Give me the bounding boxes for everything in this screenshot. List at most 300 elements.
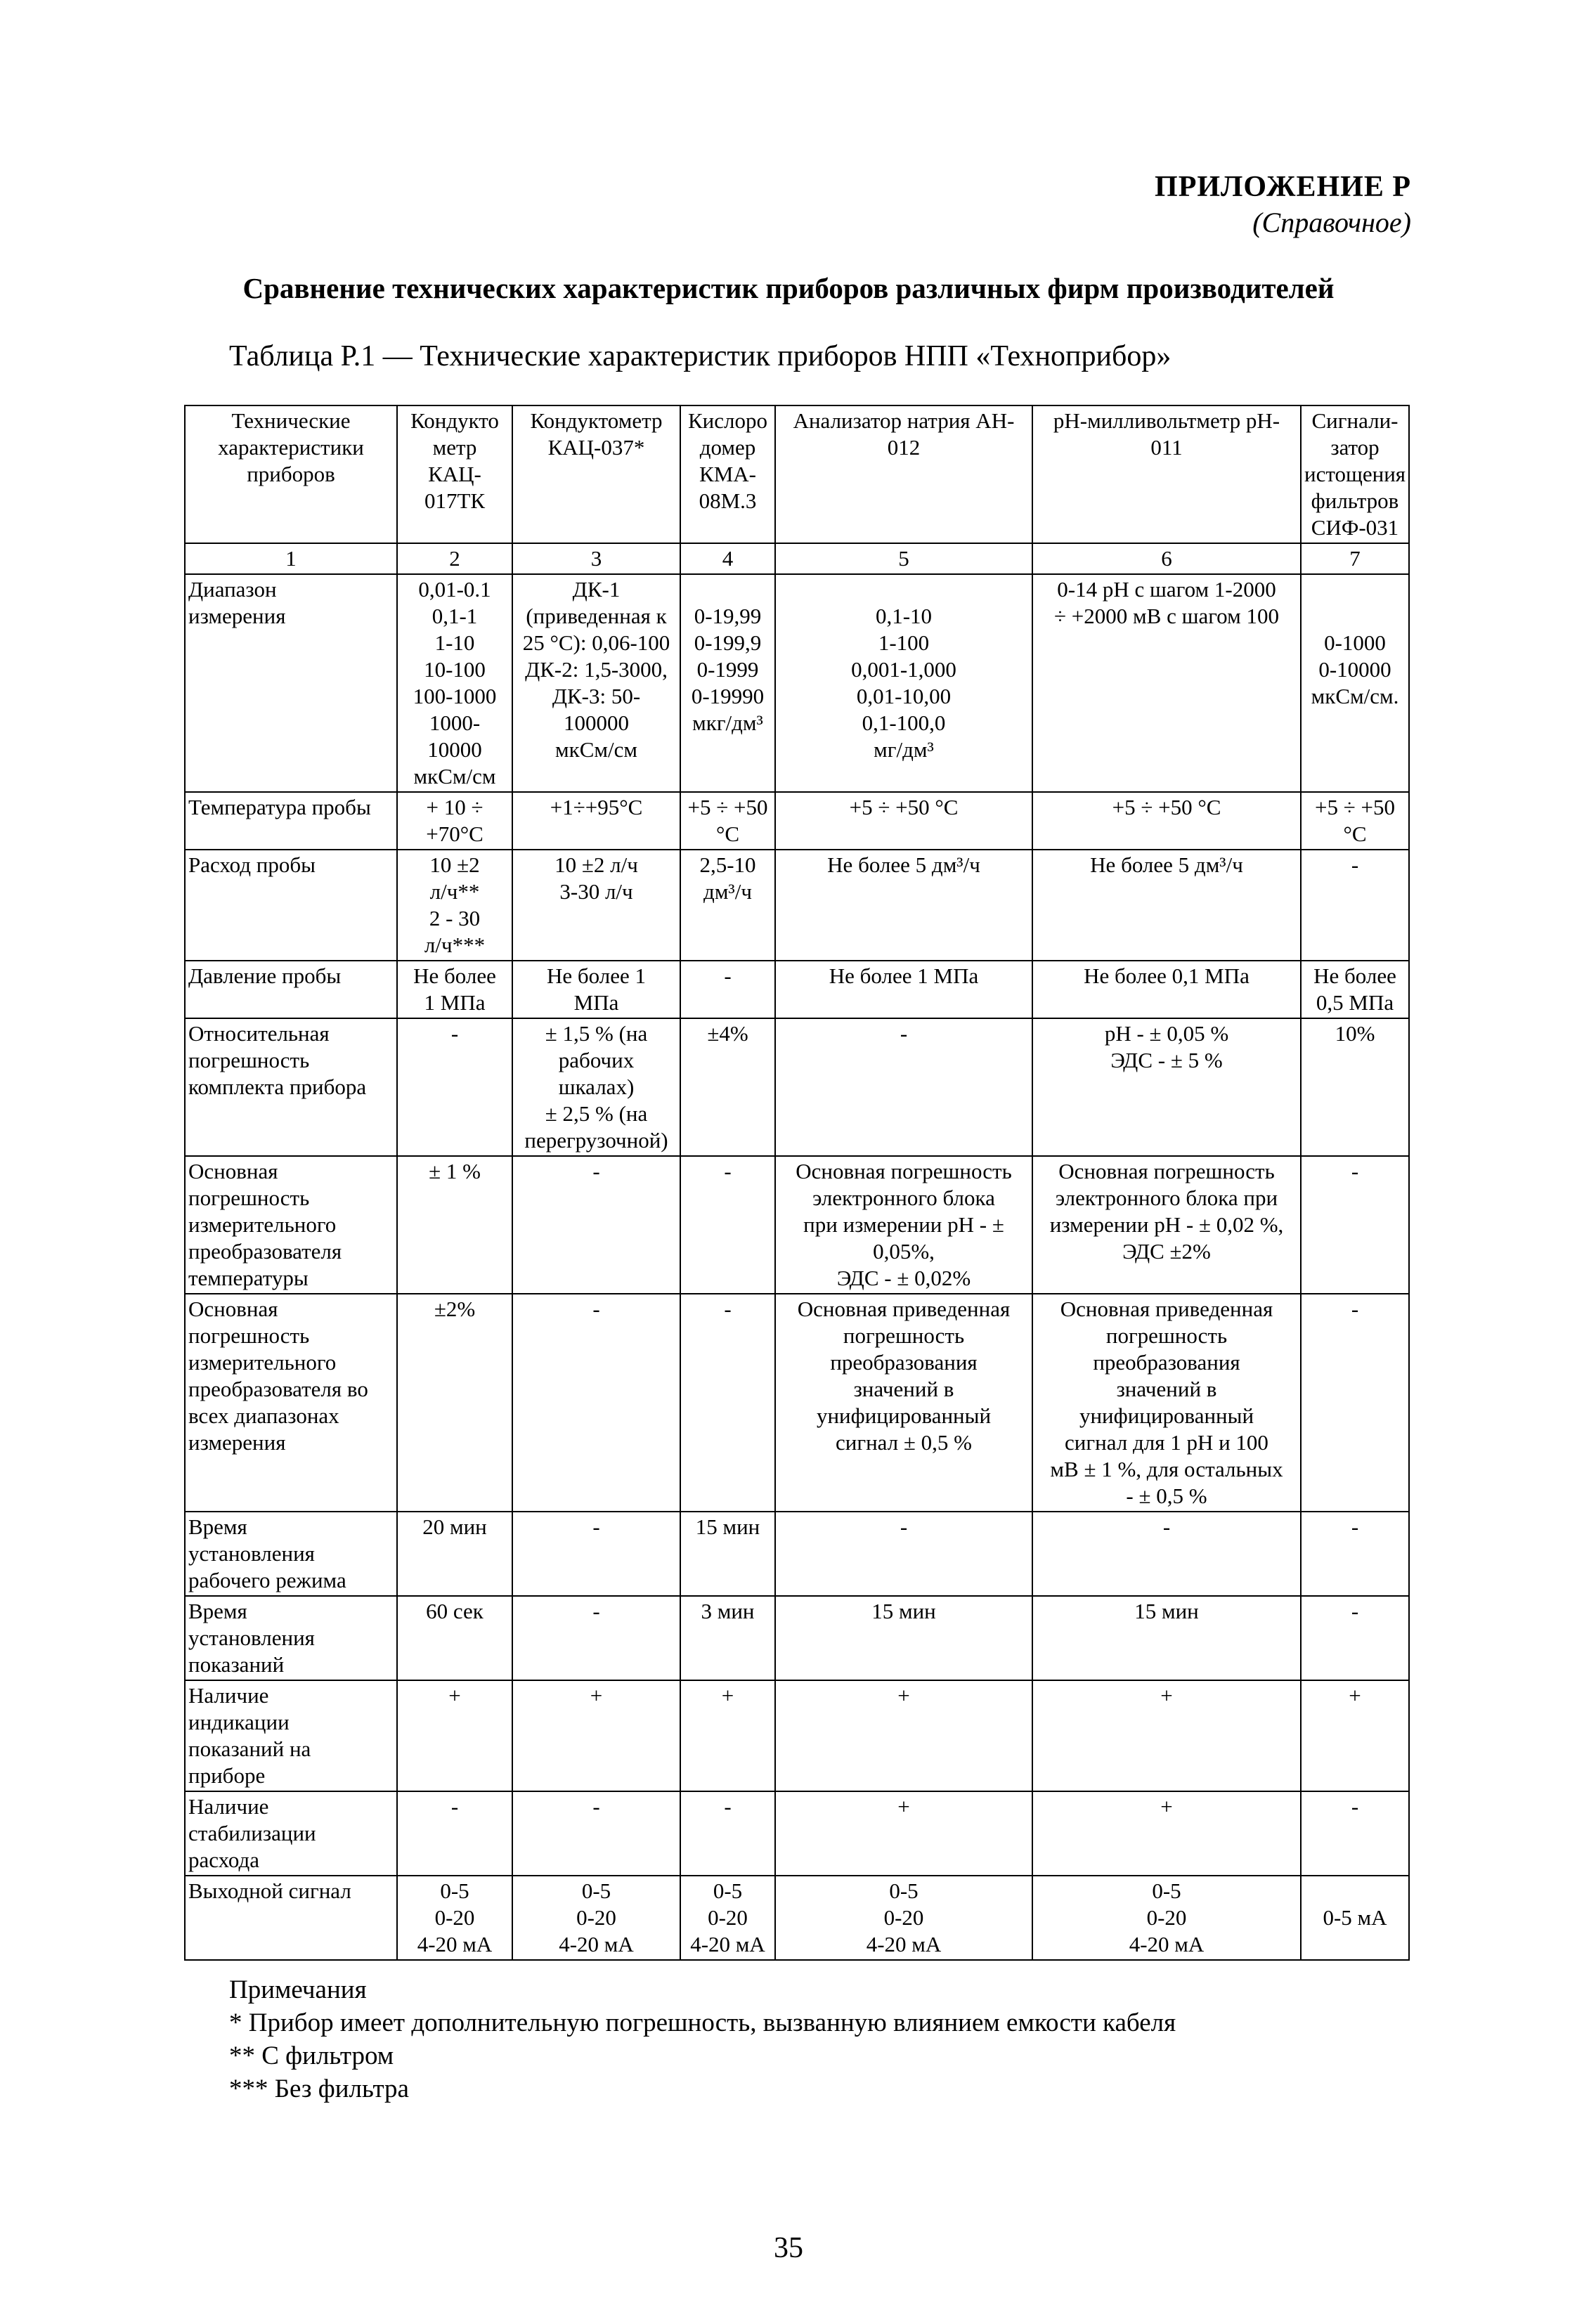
cell-line: - <box>1351 1159 1359 1183</box>
cell-line: сигнал для 1 рН и 100 <box>1065 1430 1268 1455</box>
table-cell <box>775 1596 1032 1680</box>
cell-line: 011 <box>1150 435 1183 460</box>
cell-line: рабочего режима <box>188 1568 346 1592</box>
cell-line: комплекта прибора <box>188 1075 367 1099</box>
cell-line: Анализатор натрия АН- <box>793 408 1015 433</box>
cell-line: 0-20 <box>434 1905 475 1930</box>
cell-line: (приведенная к <box>526 604 667 628</box>
table-cell <box>1032 850 1301 961</box>
column-number-cell: 6 <box>1032 543 1301 574</box>
table-cell <box>680 1680 775 1791</box>
cell-line: характеристики <box>218 435 364 460</box>
cell-line: - ± 0,5 % <box>1126 1484 1207 1508</box>
header-cell <box>775 405 1032 543</box>
cell-line: +5 ÷ +50 °С <box>1315 795 1395 846</box>
note-item: * Прибор имеет дополнительную погрешность, вызванную влиянием емкости кабеля <box>229 2008 1176 2037</box>
appendix-block <box>1155 169 1411 240</box>
cell-line: Не более 5 дм³/ч <box>827 852 980 877</box>
cell-line: ДК-3: 50- <box>552 684 641 708</box>
cell-line: ± 1 % <box>429 1159 481 1183</box>
table-cell <box>512 792 680 850</box>
cell-line: 2,5-10 <box>699 852 756 877</box>
cell-line: ДК-1 <box>572 577 621 602</box>
cell-line: 1000- <box>429 710 481 735</box>
cell-line: домер <box>699 435 756 460</box>
table-cell <box>775 1512 1032 1596</box>
table-cell <box>512 1876 680 1960</box>
table-cell <box>680 1512 775 1596</box>
cell-line: °С <box>715 822 740 846</box>
table-cell <box>1032 1018 1301 1156</box>
cell-line <box>779 576 1029 603</box>
cell-line: Время <box>188 1599 247 1623</box>
cell-line: мкСм/см <box>413 764 496 788</box>
cell-line: 20 мин <box>422 1514 487 1539</box>
cell-line: расхода <box>188 1848 260 1872</box>
cell-line: 10% <box>1335 1021 1375 1046</box>
table-cell <box>775 1018 1032 1156</box>
cell-line: КАЦ- <box>428 462 481 486</box>
cell-line: 3 мин <box>701 1599 755 1623</box>
cell-line: +70°С <box>426 822 484 846</box>
cell-line: мкСм/см. <box>1311 684 1399 708</box>
cell-line: 60 сек <box>426 1599 484 1623</box>
header-cell <box>185 405 397 543</box>
row-label-cell <box>185 792 397 850</box>
table-cell <box>397 1512 512 1596</box>
header-cell <box>1301 405 1409 543</box>
table-cell <box>397 1294 512 1512</box>
cell-line: установления <box>188 1541 315 1566</box>
cell-line: измерительного <box>188 1212 337 1237</box>
cell-line: рабочих <box>558 1048 635 1072</box>
column-number-cell: 5 <box>775 543 1032 574</box>
cell-line: Наличие <box>188 1794 269 1819</box>
table-cell <box>512 1018 680 1156</box>
table-cell <box>680 574 775 792</box>
column-number-cell: 2 <box>397 543 512 574</box>
table-cell <box>397 1018 512 1156</box>
cell-line: 0-20 <box>1146 1905 1187 1930</box>
cell-line: измерения <box>188 1430 286 1455</box>
table-cell <box>397 1596 512 1680</box>
header-cell <box>680 405 775 543</box>
table-row <box>185 1294 1409 1512</box>
cell-line: + 10 ÷ <box>426 795 484 819</box>
cell-line: Основная приведенная <box>797 1297 1011 1321</box>
cell-line: 100-1000 <box>413 684 497 708</box>
row-label-cell <box>185 1156 397 1294</box>
row-label-cell <box>185 1596 397 1680</box>
table-cell <box>1301 1294 1409 1512</box>
cell-line: измерении рН - ± 0,02 %, <box>1049 1212 1284 1237</box>
cell-line: Давление пробы <box>188 963 342 988</box>
cell-line: унифицированный <box>816 1403 992 1428</box>
table-cell <box>1032 1791 1301 1876</box>
cell-line: - <box>1351 1297 1359 1321</box>
cell-line: 4-20 мА <box>559 1932 634 1956</box>
cell-line: Не более 1 <box>547 963 646 988</box>
cell-line <box>1304 603 1406 630</box>
cell-line: - <box>724 1794 732 1819</box>
cell-line: метр <box>432 435 477 460</box>
note-item: *** Без фильтра <box>229 2075 409 2103</box>
cell-line: - <box>724 1159 732 1183</box>
cell-line: 0-19,99 <box>694 604 762 628</box>
table-cell <box>680 1018 775 1156</box>
table-caption: Таблица Р.1 — Технические характеристик приборов НПП «Технoприбор» <box>229 340 1172 372</box>
cell-line: ЭДС - ± 5 % <box>1110 1048 1223 1072</box>
table-cell <box>512 1680 680 1791</box>
table-cell <box>680 850 775 961</box>
cell-line: преобразования <box>1093 1350 1240 1375</box>
table-cell <box>1301 1596 1409 1680</box>
table-cell <box>512 574 680 792</box>
header-cell <box>512 405 680 543</box>
appendix-title: ПРИЛОЖЕНИЕ Р <box>1155 171 1411 203</box>
cell-line: 10 ±2 л/ч <box>554 852 638 877</box>
cell-line <box>684 576 772 603</box>
cell-line: 25 °С): 0,06-100 <box>522 630 670 655</box>
cell-line: - <box>900 1021 908 1046</box>
cell-line: ±4% <box>707 1021 748 1046</box>
cell-line: 15 мин <box>871 1599 936 1623</box>
row-label-cell <box>185 961 397 1018</box>
specs-table <box>184 405 1410 1961</box>
cell-line: 4-20 мА <box>866 1932 942 1956</box>
table-cell <box>397 792 512 850</box>
cell-line: 4-20 мА <box>417 1932 493 1956</box>
header-cell <box>1032 405 1301 543</box>
cell-line: 012 <box>887 435 921 460</box>
cell-line: 10 ±2 <box>429 852 480 877</box>
table-cell <box>1301 1156 1409 1294</box>
cell-line: 4-20 мА <box>1129 1932 1205 1956</box>
table-cell <box>775 961 1032 1018</box>
cell-line: дм³/ч <box>703 879 752 904</box>
table-cell <box>775 1791 1032 1876</box>
cell-line: 0,1-10 <box>875 604 933 628</box>
cell-line: 0-14 рН с шагом 1-2000 <box>1057 577 1276 602</box>
cell-line: показаний на <box>188 1736 311 1761</box>
cell-line: - <box>592 1514 600 1539</box>
table-cell <box>512 1596 680 1680</box>
cell-line: ЭДС ±2% <box>1122 1239 1211 1264</box>
cell-line: л/ч*** <box>424 933 486 957</box>
cell-line: 0-5 <box>440 1878 469 1903</box>
cell-line: погрешность <box>1105 1323 1228 1348</box>
cell-line: значений в <box>1116 1377 1217 1401</box>
cell-line: Не более <box>1313 963 1396 988</box>
cell-line: Относительная <box>188 1021 330 1046</box>
table-cell <box>397 1156 512 1294</box>
cell-line: - <box>592 1794 600 1819</box>
cell-line: ± 1,5 % (на <box>545 1021 648 1046</box>
cell-line: + <box>721 1683 734 1708</box>
cell-line: 1-10 <box>434 630 475 655</box>
column-number-cell: 7 <box>1301 543 1409 574</box>
cell-line: + <box>590 1683 603 1708</box>
table-row <box>185 1680 1409 1791</box>
row-label-cell <box>185 1512 397 1596</box>
cell-line: +5 ÷ +50 °С <box>1112 795 1221 819</box>
cell-line: Кондукто <box>410 408 499 433</box>
table-cell <box>775 1294 1032 1512</box>
cell-line: мкг/дм³ <box>692 710 763 735</box>
cell-line: установления <box>188 1625 315 1650</box>
cell-line: рН-милливольтметр рН- <box>1053 408 1280 433</box>
cell-line: измерительного <box>188 1350 337 1375</box>
cell-line: Не более <box>413 963 496 988</box>
table-row <box>185 574 1409 792</box>
cell-line: всех диапазонах <box>188 1403 339 1428</box>
cell-line: приборов <box>247 462 335 486</box>
cell-line: Наличие <box>188 1683 269 1708</box>
cell-line: 08М.3 <box>699 488 757 513</box>
cell-line: 0,01-0.1 <box>418 577 491 602</box>
cell-line: Температура пробы <box>188 795 371 819</box>
table-header-row <box>185 405 1409 543</box>
table-cell <box>1301 850 1409 961</box>
cell-line: 0,1-1 <box>431 604 478 628</box>
cell-line: + <box>1160 1683 1173 1708</box>
cell-line: 10000 <box>427 737 482 762</box>
table-cell <box>1301 1680 1409 1791</box>
cell-line: погрешность <box>843 1323 965 1348</box>
cell-line: Основная <box>188 1159 278 1183</box>
table-cell <box>1032 1294 1301 1512</box>
row-label-cell <box>185 1791 397 1876</box>
cell-line: л/ч** <box>429 879 480 904</box>
cell-line: + <box>897 1683 910 1708</box>
table-row <box>185 1791 1409 1876</box>
cell-line: преобразователя во <box>188 1377 368 1401</box>
table-cell <box>680 792 775 850</box>
table-row <box>185 1876 1409 1960</box>
cell-line: Время <box>188 1514 247 1539</box>
cell-line: 0,5 МПа <box>1316 990 1394 1015</box>
cell-line: 0,05%, <box>873 1239 935 1264</box>
table-cell <box>680 1294 775 1512</box>
table-row <box>185 1512 1409 1596</box>
table-cell <box>1301 1512 1409 1596</box>
column-number-row <box>185 543 1409 574</box>
cell-line: 15 мин <box>1134 1599 1199 1623</box>
table-cell <box>775 1156 1032 1294</box>
cell-line: +1÷+95°С <box>550 795 643 819</box>
table-cell <box>775 574 1032 792</box>
table-cell <box>1032 961 1301 1018</box>
cell-line: ±2% <box>434 1297 476 1321</box>
table-cell <box>397 850 512 961</box>
cell-line: истощения <box>1304 462 1406 486</box>
cell-line: значений в <box>853 1377 954 1401</box>
cell-line: 0-19990 <box>691 684 765 708</box>
cell-line: Основная погрешность <box>796 1159 1012 1183</box>
cell-line: - <box>592 1599 600 1623</box>
table-cell <box>1032 574 1301 792</box>
table-cell <box>1032 1596 1301 1680</box>
cell-line: Выходной сигнал <box>188 1878 351 1903</box>
cell-line: Не более 5 дм³/ч <box>1090 852 1243 877</box>
page-heading: Сравнение технических характеристик приборов различных фирм производителей <box>242 272 1335 304</box>
cell-line: Основная погрешность <box>1058 1159 1275 1183</box>
table-cell <box>1032 1512 1301 1596</box>
table-cell <box>397 1791 512 1876</box>
cell-line: КМА- <box>699 462 756 486</box>
table-row <box>185 792 1409 850</box>
cell-line: 0-5 <box>1152 1878 1181 1903</box>
cell-line: при измерении рН - ± <box>803 1212 1004 1237</box>
cell-line: Диапазон <box>188 577 277 602</box>
cell-line: 100000 <box>564 710 629 735</box>
cell-line: перегрузочной) <box>524 1128 668 1153</box>
cell-line: стабилизации <box>188 1821 316 1845</box>
cell-line: 0-10000 <box>1318 657 1391 682</box>
row-label-cell <box>185 1680 397 1791</box>
table-cell <box>1301 1876 1409 1960</box>
cell-line: Технические <box>231 408 351 433</box>
table-cell <box>680 1156 775 1294</box>
cell-line: - <box>592 1159 600 1183</box>
table-cell <box>397 1876 512 1960</box>
cell-line: 0,01-10,00 <box>856 684 952 708</box>
table-cell <box>512 1294 680 1512</box>
cell-line: Кондуктометр <box>530 408 663 433</box>
cell-line: + <box>448 1683 461 1708</box>
row-label-cell <box>185 574 397 792</box>
cell-line: Сигнали- <box>1311 408 1398 433</box>
column-number-cell: 1 <box>185 543 397 574</box>
table-cell <box>512 1512 680 1596</box>
cell-line: погрешность <box>188 1048 310 1072</box>
row-label-cell <box>185 1876 397 1960</box>
cell-line: +5 ÷ +50 <box>687 795 768 819</box>
cell-line <box>1304 1878 1406 1904</box>
table-row <box>185 850 1409 961</box>
cell-line: + <box>1349 1683 1361 1708</box>
cell-line: затор <box>1330 435 1380 460</box>
notes-block <box>229 1973 1176 2105</box>
table-cell <box>1301 574 1409 792</box>
cell-line: 0,001-1,000 <box>851 657 956 682</box>
cell-line: Не более 0,1 МПа <box>1084 963 1250 988</box>
cell-line: +5 ÷ +50 °С <box>849 795 959 819</box>
cell-line: 0-5 <box>889 1878 919 1903</box>
cell-line: КАЦ-037* <box>547 435 645 460</box>
cell-line: 0,1-100,0 <box>862 710 946 735</box>
cell-line: МПа <box>573 990 619 1015</box>
cell-line: 0-1000 <box>1324 630 1386 655</box>
cell-line: 0-1999 <box>696 657 759 682</box>
cell-line: - <box>1351 1794 1359 1819</box>
table-cell <box>680 1876 775 1960</box>
cell-line: индикации <box>188 1710 290 1734</box>
table-cell <box>1032 1680 1301 1791</box>
cell-line: 0-5 мА <box>1323 1905 1387 1930</box>
cell-line: 2 - 30 <box>429 906 481 930</box>
table-cell <box>775 1876 1032 1960</box>
table-row <box>185 1596 1409 1680</box>
table-row <box>185 961 1409 1018</box>
cell-line: 0-5 <box>581 1878 611 1903</box>
cell-line: преобразования <box>830 1350 978 1375</box>
table-cell <box>775 1680 1032 1791</box>
cell-line: рН - ± 0,05 % <box>1104 1021 1229 1046</box>
row-label-cell <box>185 1294 397 1512</box>
cell-line: - <box>450 1021 459 1046</box>
cell-line: 017ТК <box>424 488 486 513</box>
page-number: 35 <box>774 2232 803 2264</box>
cell-line: сигнал ± 0,5 % <box>836 1430 972 1455</box>
cell-line: 4-20 мА <box>690 1932 765 1956</box>
table-cell <box>1301 961 1409 1018</box>
table-cell <box>1301 792 1409 850</box>
table-cell <box>680 1791 775 1876</box>
cell-line: Кислоро <box>688 408 767 433</box>
cell-line: температуры <box>188 1266 309 1290</box>
table-cell <box>512 850 680 961</box>
appendix-subtitle: (Справочное) <box>1252 207 1411 238</box>
table-row <box>185 1018 1409 1156</box>
cell-line: - <box>900 1514 908 1539</box>
cell-line: ± 2,5 % (на <box>545 1101 648 1126</box>
cell-line: 0-20 <box>708 1905 748 1930</box>
cell-line: - <box>1162 1514 1171 1539</box>
cell-line: + <box>1160 1794 1173 1819</box>
cell-line: 0-20 <box>883 1905 924 1930</box>
cell-line: шкалах) <box>558 1075 635 1099</box>
cell-line: преобразователя <box>188 1239 342 1264</box>
table-cell <box>1301 1018 1409 1156</box>
table-cell <box>680 961 775 1018</box>
table-cell <box>775 850 1032 961</box>
cell-line: 1 МПа <box>424 990 486 1015</box>
cell-line: мг/дм³ <box>874 737 934 762</box>
table-row <box>185 1156 1409 1294</box>
row-label-cell <box>185 850 397 961</box>
notes-title: Примечания <box>229 1975 367 2004</box>
table-cell <box>680 1596 775 1680</box>
cell-line: - <box>1351 1514 1359 1539</box>
cell-line: 15 мин <box>695 1514 760 1539</box>
table-cell <box>1032 1156 1301 1294</box>
cell-line: мВ ± 1 %, для остальных <box>1050 1457 1283 1481</box>
cell-line: Основная приведенная <box>1060 1297 1273 1321</box>
cell-line: ДК-2: 1,5-3000, <box>525 657 668 682</box>
cell-line: 10-100 <box>424 657 486 682</box>
cell-line: 0-20 <box>576 1905 616 1930</box>
cell-line: - <box>450 1794 459 1819</box>
column-number-cell: 3 <box>512 543 680 574</box>
table-cell <box>775 792 1032 850</box>
cell-line: - <box>724 963 732 988</box>
cell-line: 1-100 <box>878 630 930 655</box>
cell-line: 0-5 <box>713 1878 743 1903</box>
row-label-cell <box>185 1018 397 1156</box>
cell-line: - <box>1351 1599 1359 1623</box>
note-item: ** С фильтром <box>229 2041 394 2070</box>
cell-line: 3-30 л/ч <box>559 879 633 904</box>
cell-line <box>1304 576 1406 603</box>
cell-line: + <box>897 1794 910 1819</box>
cell-line: СИФ-031 <box>1311 515 1399 540</box>
cell-line: 0-199,9 <box>694 630 762 655</box>
cell-line: погрешность <box>188 1323 310 1348</box>
column-number-cell: 4 <box>680 543 775 574</box>
cell-line: ЭДС - ± 0,02% <box>836 1266 971 1290</box>
cell-line: Основная <box>188 1297 278 1321</box>
